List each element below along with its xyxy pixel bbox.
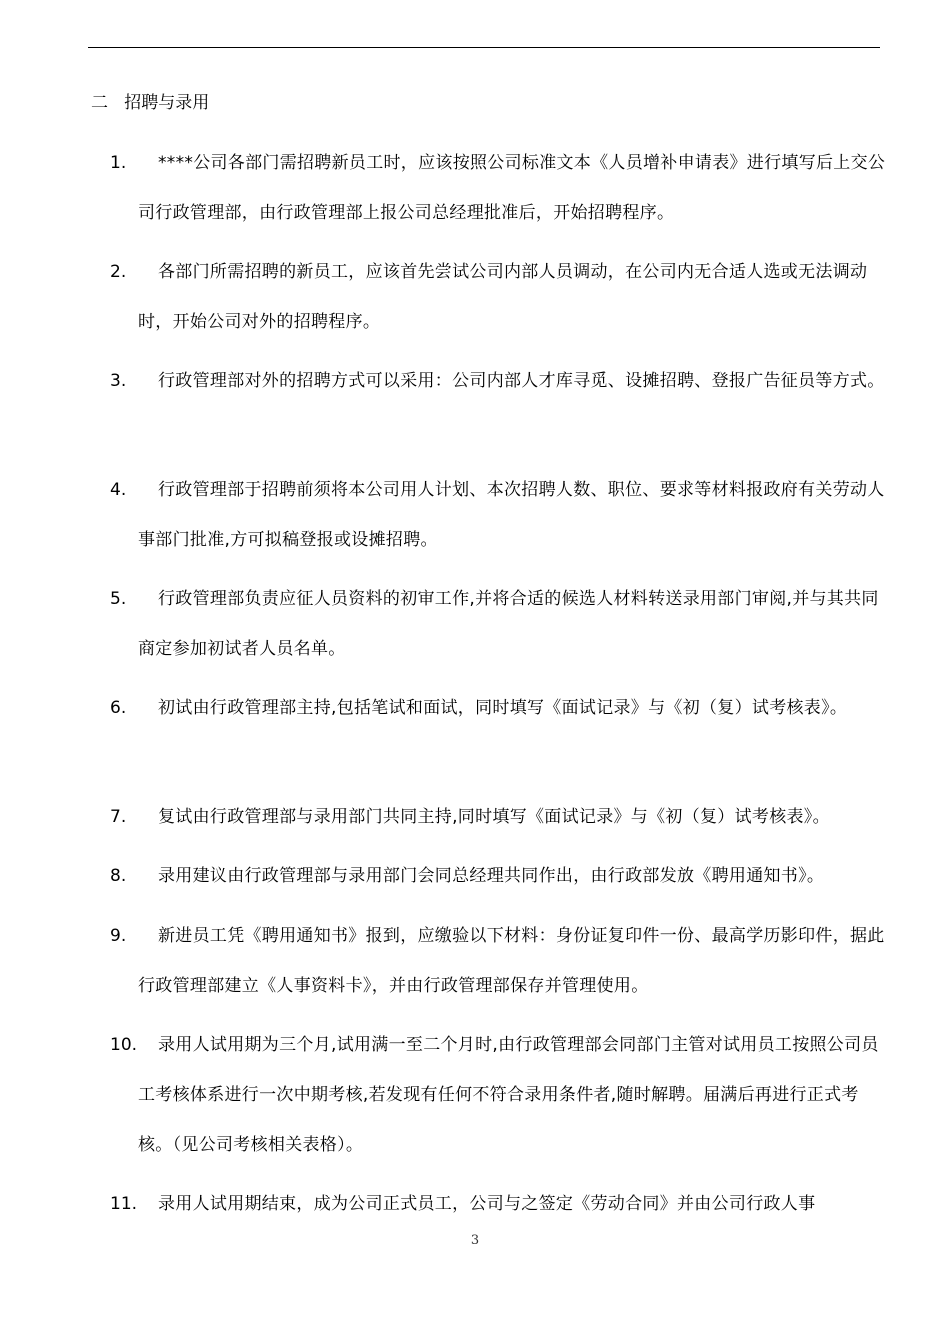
item-text: 各部门所需招聘的新员工，应该首先尝试公司内部人员调动，在公司内无合适人选或无法调动时，开始公司对外的招聘程序。 (138, 262, 868, 332)
item-text: 录用人试用期结束，成为公司正式员工，公司与之签定《劳动合同》并由公司行政人事 (158, 1194, 816, 1214)
page-number: 3 (470, 1233, 480, 1248)
item-text: 行政管理部对外的招聘方式可以采用：公司内部人才库寻觅、设摊招聘、登报广告征员等方式。 (158, 371, 885, 391)
item-number: 6. (110, 698, 127, 718)
item-text: 行政管理部负责应征人员资料的初审工作,并将合适的候选人材料转送录用部门审阅,并与其共同商定参加初试者人员名单。 (138, 589, 879, 659)
item-number: 4. (110, 480, 127, 500)
item-number: 11. (110, 1194, 138, 1214)
item-text: 录用人试用期为三个月,试用满一至二个月时,由行政管理部会同部门主管对试用员工按照公司员工考核体系进行一次中期考核,若发现有任何不符合录用条件者,随时解聘。届满后再进行正式考核。（见公司考核相关表格）。 (138, 1035, 879, 1155)
item-text: 复试由行政管理部与录用部门共同主持,同时填写《面试记录》与《初（复）试考核表》。 (158, 807, 830, 827)
item-number: 5. (110, 589, 127, 609)
item-text: 初试由行政管理部主持,包括笔试和面试，同时填写《面试记录》与《初（复）试考核表》。 (158, 698, 848, 718)
item-number: 3. (110, 371, 127, 391)
item-text: 新进员工凭《聘用通知书》报到，应缴验以下材料：身份证复印件一份、最高学历影印件，据此行政管理部建立《人事资料卡》，并由行政管理部保存并管理使用。 (138, 926, 885, 996)
section-title: 二 招聘与录用 (91, 93, 210, 113)
item-number: 1. (110, 153, 127, 173)
header-rule (88, 47, 880, 48)
item-text: ****公司各部门需招聘新员工时，应该按照公司标准文本《人员增补申请表》进行填写后上交公司行政管理部，由行政管理部上报公司总经理批准后，开始招聘程序。 (138, 153, 886, 223)
item-number: 10. (110, 1035, 138, 1055)
item-number: 7. (110, 807, 127, 827)
item-text: 录用建议由行政管理部与录用部门会同总经理共同作出，由行政部发放《聘用通知书》。 (158, 866, 825, 886)
item-number: 2. (110, 262, 127, 282)
item-number: 8. (110, 866, 127, 886)
item-text: 行政管理部于招聘前须将本公司用人计划、本次招聘人数、职位、要求等材料报政府有关劳动人事部门批准,方可拟稿登报或设摊招聘。 (138, 480, 885, 550)
item-number: 9. (110, 926, 127, 946)
